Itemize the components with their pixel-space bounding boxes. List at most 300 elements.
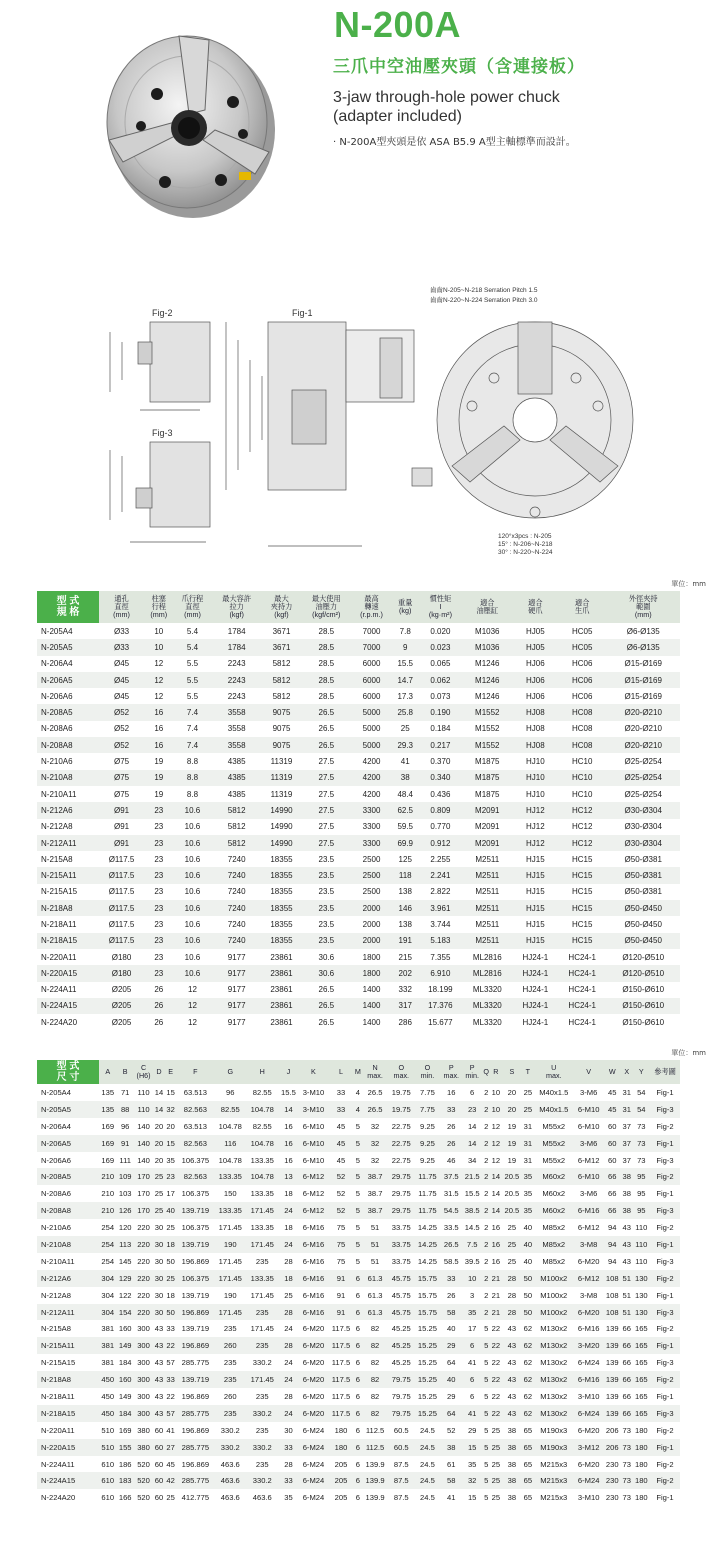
table-cell: M1036 <box>462 623 513 639</box>
table-cell: Ø50-Ø450 <box>606 916 680 932</box>
table-cell: 35 <box>522 1202 534 1219</box>
table-cell: 22.75 <box>388 1135 414 1152</box>
table-cell: ML2816 <box>462 949 513 965</box>
table-cell: 66 <box>603 1202 620 1219</box>
table-cell: Ø30-Ø304 <box>606 802 680 818</box>
table-cell: 330.2 <box>214 1439 246 1456</box>
table-cell: 109 <box>116 1168 133 1185</box>
table-cell: 62 <box>522 1320 534 1337</box>
table-row <box>37 737 680 753</box>
table-cell: 66 <box>603 1168 620 1185</box>
table-cell: M2091 <box>462 819 513 835</box>
table-row <box>37 672 680 688</box>
table-row <box>37 819 680 835</box>
table2-header-cell: F <box>176 1060 214 1084</box>
table2-header-cell: Y <box>633 1060 650 1084</box>
table-cell: 23 <box>144 884 173 900</box>
model-cell: N-205A4 <box>37 623 99 639</box>
table-cell: 235 <box>214 1405 246 1422</box>
table-cell: 5 <box>482 1472 490 1489</box>
table-cell: 10 <box>490 1084 502 1101</box>
table-cell: 171.45 <box>214 1253 246 1270</box>
table2-header-cell: 參考圖 <box>650 1060 680 1084</box>
table-cell: 169 <box>99 1118 116 1135</box>
table-cell: 65 <box>522 1489 534 1506</box>
table-cell: 25 <box>153 1168 165 1185</box>
table-cell: 82 <box>362 1320 388 1337</box>
table-cell: HJ15 <box>513 884 558 900</box>
table-cell: 7.4 <box>174 721 212 737</box>
table-cell: 210 <box>99 1185 116 1202</box>
table-cell: 18.199 <box>419 982 462 998</box>
model-cell: N-224A11 <box>37 1456 99 1473</box>
table-cell: M85x2 <box>534 1253 574 1270</box>
table-cell: 23 <box>144 949 173 965</box>
table-cell: 14 <box>153 1084 165 1101</box>
table2-header-cell: G <box>214 1060 246 1084</box>
table-cell: 0.217 <box>419 737 462 753</box>
model-cell: N-208A8 <box>37 737 99 753</box>
table-cell: 450 <box>99 1405 116 1422</box>
table2-header-cell: X <box>621 1060 633 1084</box>
model-cell: N-208A5 <box>37 1168 99 1185</box>
table-cell: 6-M10 <box>299 1118 329 1135</box>
table-cell: 9177 <box>211 949 262 965</box>
table2-header-cell: M <box>354 1060 362 1084</box>
table-cell: 24.5 <box>414 1422 440 1439</box>
table-cell: 6 <box>354 1472 362 1489</box>
table-cell: M2511 <box>462 867 513 883</box>
table-cell: 6 <box>462 1337 482 1354</box>
table-cell: 14990 <box>262 819 301 835</box>
table-cell: 381 <box>99 1337 116 1354</box>
table-cell: 26.5 <box>301 982 352 998</box>
table-cell: HC24-1 <box>558 998 606 1014</box>
table-cell: 31.5 <box>441 1185 462 1202</box>
table-cell: 5 <box>482 1439 490 1456</box>
table-cell: 10 <box>462 1270 482 1287</box>
table-cell: 12 <box>144 672 173 688</box>
table-cell: 171.45 <box>214 1270 246 1287</box>
table-cell: 6 <box>354 1304 362 1321</box>
table-cell: 33 <box>278 1439 298 1456</box>
table-cell: 220 <box>134 1219 153 1236</box>
table-cell: 510 <box>99 1422 116 1439</box>
table-cell: 450 <box>99 1388 116 1405</box>
table-cell: 27.5 <box>301 802 352 818</box>
table-cell: 61.3 <box>362 1270 388 1287</box>
table-cell: Fig-1 <box>650 1084 680 1101</box>
table-cell: 6-M24 <box>299 1489 329 1506</box>
table-cell: 61.3 <box>362 1287 388 1304</box>
table-row <box>37 884 680 900</box>
table-cell: 66 <box>603 1185 620 1202</box>
table-cell: 15.5 <box>392 656 419 672</box>
table-cell: 3-M8 <box>574 1287 604 1304</box>
table-cell: 381 <box>99 1320 116 1337</box>
table-cell: 28 <box>502 1304 522 1321</box>
model-cell: N-205A5 <box>37 1101 99 1118</box>
table-cell: 31 <box>522 1152 534 1169</box>
table-cell: Fig-1 <box>650 1185 680 1202</box>
table-cell: 5 <box>482 1405 490 1422</box>
table-cell: Ø50-Ø450 <box>606 933 680 949</box>
table-cell: Ø45 <box>99 656 144 672</box>
table2-header-cell: E <box>165 1060 177 1084</box>
table2-header-cell: P max. <box>441 1060 462 1084</box>
table-cell: 4385 <box>211 753 262 769</box>
table2-header-cell: S <box>502 1060 522 1084</box>
table-cell: 18355 <box>262 933 301 949</box>
chuck-photo <box>105 22 275 222</box>
table-cell: 25 <box>153 1185 165 1202</box>
table-cell: 1400 <box>352 998 392 1014</box>
table2-header-cell: B <box>116 1060 133 1084</box>
table-cell: 6-M24 <box>574 1472 604 1489</box>
table-cell: 45 <box>328 1135 353 1152</box>
table-cell: 28.5 <box>301 623 352 639</box>
model-cell: N-220A15 <box>37 965 99 981</box>
table-cell: 2000 <box>352 933 392 949</box>
table-cell: 25 <box>490 1489 502 1506</box>
table-cell: 196.869 <box>176 1253 214 1270</box>
table-cell: 10.6 <box>174 851 212 867</box>
table-cell: 106.375 <box>176 1270 214 1287</box>
table-cell: 26.5 <box>362 1101 388 1118</box>
table-cell: M1036 <box>462 639 513 655</box>
table-cell: Fig-2 <box>650 1270 680 1287</box>
table-cell: 220 <box>134 1236 153 1253</box>
table-cell: 6-M24 <box>574 1405 604 1422</box>
table-cell: 41 <box>165 1422 177 1439</box>
table-cell: M215x3 <box>534 1456 574 1473</box>
table-cell: 2000 <box>352 916 392 932</box>
table-cell: 7.5 <box>462 1236 482 1253</box>
table-cell: 25 <box>153 1202 165 1219</box>
table-cell: 7.75 <box>414 1101 440 1118</box>
table-cell: Ø15-Ø169 <box>606 688 680 704</box>
table-cell: 24 <box>278 1405 298 1422</box>
table-cell: 300 <box>134 1354 153 1371</box>
table-cell: 11.75 <box>414 1168 440 1185</box>
table-cell: 5 <box>354 1253 362 1270</box>
table-cell: Fig-2 <box>650 1422 680 1439</box>
table-cell: 5 <box>354 1185 362 1202</box>
table-cell: 6 <box>354 1337 362 1354</box>
table-cell: 104.78 <box>246 1101 278 1118</box>
serration-note-2: 齒齒N-220~N-224 Serration Pitch 3.0 <box>430 297 538 304</box>
table-cell: 196.869 <box>176 1337 214 1354</box>
table-cell: 133.35 <box>214 1202 246 1219</box>
table-cell: 43 <box>621 1219 633 1236</box>
table-cell: 16 <box>278 1135 298 1152</box>
table-cell: 43 <box>153 1388 165 1405</box>
table-cell: 52 <box>328 1185 353 1202</box>
table-cell: M130x2 <box>534 1320 574 1337</box>
table-cell: 66 <box>621 1388 633 1405</box>
table-cell: 37 <box>621 1152 633 1169</box>
table-cell: 2 <box>482 1253 490 1270</box>
table-cell: 5812 <box>211 835 262 851</box>
table-row <box>37 1405 680 1422</box>
table-cell: 45.25 <box>388 1337 414 1354</box>
table-cell: 165 <box>633 1388 650 1405</box>
table-cell: 32 <box>462 1472 482 1489</box>
table-cell: HC15 <box>558 933 606 949</box>
table-cell: Fig-2 <box>650 1472 680 1489</box>
table-cell: Ø52 <box>99 704 144 720</box>
table-cell: 25 <box>165 1270 177 1287</box>
table-cell: 35 <box>522 1168 534 1185</box>
table-cell: HJ24-1 <box>513 998 558 1014</box>
table-cell: 5 <box>482 1354 490 1371</box>
table-cell: 110 <box>633 1219 650 1236</box>
table-cell: 1784 <box>211 623 262 639</box>
table-cell: 45 <box>328 1152 353 1169</box>
model-cell: N-220A11 <box>37 949 99 965</box>
table-cell: M1552 <box>462 721 513 737</box>
table-cell: 300 <box>134 1371 153 1388</box>
table-cell: 73 <box>633 1118 650 1135</box>
table-cell: HJ15 <box>513 933 558 949</box>
table-cell: 57 <box>165 1354 177 1371</box>
table-cell: 170 <box>134 1202 153 1219</box>
table-cell: Ø50-Ø450 <box>606 900 680 916</box>
table-cell: 30 <box>153 1270 165 1287</box>
table-cell: 91 <box>328 1287 353 1304</box>
model-cell: N-210A8 <box>37 770 99 786</box>
table-cell: 117.5 <box>328 1388 353 1405</box>
table-cell: 34 <box>462 1152 482 1169</box>
table-cell: 5812 <box>262 656 301 672</box>
table-cell: 190 <box>214 1287 246 1304</box>
table-cell: Ø15-Ø169 <box>606 672 680 688</box>
table-cell: 113 <box>116 1236 133 1253</box>
model-cell: N-218A8 <box>37 900 99 916</box>
table-cell: Fig-1 <box>650 1135 680 1152</box>
model-cell: N-218A15 <box>37 1405 99 1422</box>
table-cell: 3558 <box>211 721 262 737</box>
table-cell: M100x2 <box>534 1304 574 1321</box>
table-cell: 104.78 <box>246 1135 278 1152</box>
table-cell: 41 <box>462 1354 482 1371</box>
table-cell: 15.75 <box>414 1287 440 1304</box>
table-cell: 5 <box>482 1337 490 1354</box>
table-cell: 27 <box>165 1439 177 1456</box>
table-cell: 16 <box>144 704 173 720</box>
table-cell: 28 <box>278 1304 298 1321</box>
table-row <box>37 1152 680 1169</box>
table-cell: M1875 <box>462 786 513 802</box>
table-cell: 38 <box>502 1489 522 1506</box>
table-cell: 38.5 <box>462 1202 482 1219</box>
table-cell: 25 <box>392 721 419 737</box>
table-cell: M40x1.5 <box>534 1084 574 1101</box>
table-cell: 165 <box>633 1337 650 1354</box>
table-cell: 3300 <box>352 835 392 851</box>
table-cell: 139.719 <box>176 1202 214 1219</box>
table-cell: 6-M20 <box>299 1337 329 1354</box>
table-cell: 60 <box>153 1489 165 1506</box>
table-cell: 230 <box>603 1472 620 1489</box>
table-cell: 19 <box>502 1152 522 1169</box>
table-cell: 28.5 <box>301 656 352 672</box>
table-cell: 38 <box>502 1439 522 1456</box>
table-cell: 18355 <box>262 867 301 883</box>
table-cell: 82.55 <box>246 1084 278 1101</box>
model-cell: N-210A6 <box>37 753 99 769</box>
table-cell: 14 <box>490 1185 502 1202</box>
table-cell: 9177 <box>211 982 262 998</box>
table-cell: 5.5 <box>174 672 212 688</box>
table2-header-cell: V <box>574 1060 604 1084</box>
table-cell: 170 <box>134 1185 153 1202</box>
table-cell: 3-M10 <box>574 1388 604 1405</box>
table-cell: 82.55 <box>214 1101 246 1118</box>
page-title: N-200A <box>334 4 462 45</box>
table-row <box>37 770 680 786</box>
table-cell: 43 <box>153 1371 165 1388</box>
table-cell: M1552 <box>462 704 513 720</box>
angle-note-3: 30° : N-220~N-224 <box>498 549 553 556</box>
table-cell: 9.25 <box>414 1152 440 1169</box>
table-cell: Ø117.5 <box>99 851 144 867</box>
table-cell: 2243 <box>211 672 262 688</box>
table-cell: 520 <box>134 1456 153 1473</box>
table-cell: 33 <box>165 1320 177 1337</box>
table-cell: M215x3 <box>534 1489 574 1506</box>
table-cell: 4 <box>354 1084 362 1101</box>
table-cell: Ø52 <box>99 737 144 753</box>
table-cell: 62 <box>522 1337 534 1354</box>
table-cell: 45 <box>603 1084 620 1101</box>
table-cell: 1400 <box>352 982 392 998</box>
table-cell: 17.376 <box>419 998 462 1014</box>
table-cell: 43 <box>153 1405 165 1422</box>
table-cell: 3.744 <box>419 916 462 932</box>
table-cell: 14.25 <box>414 1219 440 1236</box>
table-cell: 6 <box>354 1422 362 1439</box>
model-cell: N-210A11 <box>37 786 99 802</box>
table-cell: Ø25-Ø254 <box>606 753 680 769</box>
table-row <box>37 623 680 639</box>
table-cell: 108 <box>603 1287 620 1304</box>
table-cell: 450 <box>99 1371 116 1388</box>
table-cell: 6 <box>354 1320 362 1337</box>
table-cell: 2500 <box>352 867 392 883</box>
table2-header-cell: R <box>490 1060 502 1084</box>
table-cell: 169 <box>116 1422 133 1439</box>
fig1-drawing <box>226 308 432 546</box>
table-cell: 0.023 <box>419 639 462 655</box>
table-cell: 380 <box>134 1422 153 1439</box>
table-cell: 0.340 <box>419 770 462 786</box>
table-cell: HJ24-1 <box>513 949 558 965</box>
table-cell: M215x3 <box>534 1472 574 1489</box>
table-cell: 6-M12 <box>299 1185 329 1202</box>
table-row <box>37 900 680 916</box>
table-cell: 19 <box>502 1118 522 1135</box>
table-cell: M1246 <box>462 656 513 672</box>
model-cell: N-205A5 <box>37 639 99 655</box>
table-cell: 610 <box>99 1489 116 1506</box>
table-cell: 40 <box>522 1253 534 1270</box>
table-cell: Fig-1 <box>650 1236 680 1253</box>
table-cell: 254 <box>99 1253 116 1270</box>
table-cell: 23 <box>144 851 173 867</box>
table-cell: Ø91 <box>99 802 144 818</box>
table-cell: 41 <box>392 753 419 769</box>
table-cell: 13 <box>278 1168 298 1185</box>
table-cell: 32 <box>165 1101 177 1118</box>
table-cell: 26.5 <box>362 1084 388 1101</box>
table-cell: 5 <box>482 1456 490 1473</box>
table-cell: 6-M16 <box>299 1236 329 1253</box>
table-cell: Fig-3 <box>650 1304 680 1321</box>
table-cell: 33.75 <box>388 1253 414 1270</box>
table-row <box>37 1101 680 1118</box>
table-cell: 12 <box>490 1152 502 1169</box>
table-row <box>37 1456 680 1473</box>
dimension-table-header <box>37 1060 680 1084</box>
table-cell: 96 <box>214 1084 246 1101</box>
table2-header-cell: C (H6) <box>134 1060 153 1084</box>
table-row <box>37 1472 680 1489</box>
table-cell: 14.5 <box>462 1219 482 1236</box>
table-cell: Fig-3 <box>650 1101 680 1118</box>
table-cell: 0.770 <box>419 819 462 835</box>
table-cell: HJ15 <box>513 916 558 932</box>
table-cell: 130 <box>633 1304 650 1321</box>
table-cell: 38 <box>621 1202 633 1219</box>
table-cell: 235 <box>246 1253 278 1270</box>
table-row <box>37 1168 680 1185</box>
table-cell: 8.8 <box>174 786 212 802</box>
table-cell: 133.35 <box>214 1168 246 1185</box>
table-cell: 3558 <box>211 737 262 753</box>
table-cell: 43 <box>502 1371 522 1388</box>
table-cell: 30 <box>278 1422 298 1439</box>
table-cell: Ø20-Ø210 <box>606 704 680 720</box>
table-cell: 64 <box>441 1354 462 1371</box>
table-cell: 25 <box>490 1472 502 1489</box>
table-cell: 28 <box>502 1287 522 1304</box>
table-cell: 23 <box>144 835 173 851</box>
table-cell: 5 <box>482 1371 490 1388</box>
table-cell: Ø75 <box>99 753 144 769</box>
table-cell: M2511 <box>462 884 513 900</box>
table-cell: 6-M16 <box>574 1371 604 1388</box>
table-cell: 304 <box>99 1287 116 1304</box>
table-cell: 33.5 <box>441 1219 462 1236</box>
table-cell: 6-M20 <box>574 1456 604 1473</box>
table-cell: 0.370 <box>419 753 462 769</box>
table-cell: 24.5 <box>414 1489 440 1506</box>
angle-note-1: 120°x3pcs : N-205 <box>498 533 552 540</box>
table-row <box>37 1354 680 1371</box>
table-cell: Ø120-Ø510 <box>606 949 680 965</box>
model-cell: N-218A11 <box>37 916 99 932</box>
table-cell: 9 <box>392 639 419 655</box>
table-cell: 31 <box>621 1084 633 1101</box>
table-cell: 33 <box>328 1084 353 1101</box>
table-cell: 183 <box>116 1472 133 1489</box>
table-row <box>37 1337 680 1354</box>
table-row <box>37 949 680 965</box>
model-cell: N-224A20 <box>37 1014 99 1030</box>
table-cell: 50 <box>522 1287 534 1304</box>
table-cell: HJ08 <box>513 737 558 753</box>
